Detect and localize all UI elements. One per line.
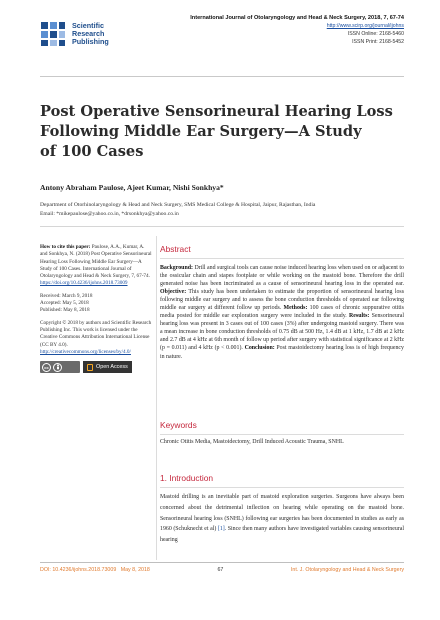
keywords-heading-rule [160,434,404,435]
publisher-name: Scientific Research Publishing [72,20,109,47]
cite-text: Paulose, A.A., Kumar, A. and Sonkhya, N. (2018) Post Operative Sensorineural Hearing Loss Following Middle Ear Surgery—A Study of 100 Cases. International Journal of Otolaryngology and Head & Neck Surgery, 7, 67-74. [40,244,152,280]
journal-info [134,14,404,46]
issn-online: ISSN Online: 2168-5460 [347,31,404,37]
open-access-badge[interactable]: Open Access [83,361,132,373]
introduction-heading-rule [160,487,404,488]
license-badges [40,361,152,373]
attribution-person-icon [53,363,62,372]
copyright-block [40,320,152,356]
journal-url-link[interactable]: http://www.scirp.org/journal/ijohns [326,23,404,29]
open-lock-icon [87,364,93,371]
page-number: 67 [217,567,224,573]
article-authors: Antony Abraham Paulose, Ajeet Kumar, Nishi Sonkhya* [40,183,224,192]
article-affiliation: Department of Otorhinolaryngology & Head and Neck Surgery, SMS Medical College & Hospital, Jaipur, Rajasthan, India [40,202,316,208]
author-emails: Email: *mikepaulose@yahoo.co.in, *drsonkhya@yahoo.co.in [40,211,179,217]
srp-square-logo-icon [40,21,66,47]
copyright-text: Copyright © 2018 by authors and Scientific Research Publishing Inc. This work is licensed under the Creative Commons Attribution International License (CC BY 4.0). [40,319,152,348]
dates-block [40,293,152,315]
meta-divider [40,226,404,227]
abstract-heading-rule [160,258,404,259]
footer-divider [40,562,404,563]
introduction-heading: 1. Introduction [160,473,214,483]
cite-block [40,244,152,288]
article-title: Post Operative Sensorineural Hearing Loss Following Middle Ear Surgery—A Study of 100 Cases [40,103,393,160]
footer-journal: Int. J. Otolaryngology and Head & Neck Surgery [290,567,404,573]
keywords-heading: Keywords [160,420,197,430]
introduction-body: Mastoid drilling is an inevitable part of mastoid exploration surgeries. Surgeons have always been concerned about the detrimental inflection on hearing while operating on the mastoid bone. Sensorineural hearing loss (SNHL) following ear surgeries has been documented in studies as early as 1960 (Schuknecht et al) [1]. Since then many authors have investigated variables causing sensorineural hearing [160,494,404,544]
reference-link[interactable]: [1] [217,526,225,533]
footer-doi-date: DOI: 10.4236/ijohns.2018.73009 May 8, 2018 [40,567,150,573]
received-date: Received: March 9, 2018 [40,292,93,299]
abstract-heading: Abstract [160,244,191,254]
published-date: Published: May 8, 2018 [40,307,90,314]
page-footer [40,567,404,573]
journal-citation: International Journal of Otolaryngology and Head & Neck Surgery, 2018, 7, 67-74 [190,15,404,21]
issn-print: ISSN Print: 2168-5452 [352,39,404,45]
column-divider [156,236,157,560]
cite-label: How to cite this paper: [40,244,91,250]
keywords-list: Chronic Otitis Media, Mastoidectomy, Drill Induced Acoustic Trauma, SNHL [160,439,344,445]
article-sidebar [40,244,152,373]
abstract-body: Background: Drill and surgical tools can cause noise induced hearing loss when used on or adjacent to the ossicular chain and stapes footplate or while working on the mastoid bone. Therefore the drill generated noise has been incriminated as a cause of sensorineural hearing loss in the operated ear. Objective: This study has been undertaken to estimate the proportion of sensorineural hearing loss following middle ear surgery and to assess the bone conduction thresholds of operated ear following middle ear surgery at different follow up periods. Methods: 100 cases of chronic suppurative otitis media posted for middle ear exploration surgery were included in the study. Results: Sensorineural hearing loss was present in 3 cases out of 100 cases (3%) after undergoing mastoid surgery. There was a mean increase in bone conduction thresholds of 0.75 dB at 500 Hz, 1.4 dB at 1 kHz, 1.7 dB at 2 kHz and 2.7 dB at 4 kHz at 6th month of follow up period after surgery with statistical significance at 2 kHz (p = 0.011) and 4 kHz (p < 0.001). Conclusion: Post mastoidectomy hearing loss is of high frequency in nature. [160,265,404,360]
doi-link[interactable]: https://doi.org/10.4236/ijohns.2018.73009 [40,280,128,287]
header-divider [40,76,404,77]
creative-commons-icon: cc [42,363,51,372]
license-link[interactable]: http://creativecommons.org/licenses/by/4.0/ [40,348,131,355]
cc-by-badge[interactable] [40,361,80,373]
accepted-date: Accepted: May 5, 2018 [40,300,89,307]
